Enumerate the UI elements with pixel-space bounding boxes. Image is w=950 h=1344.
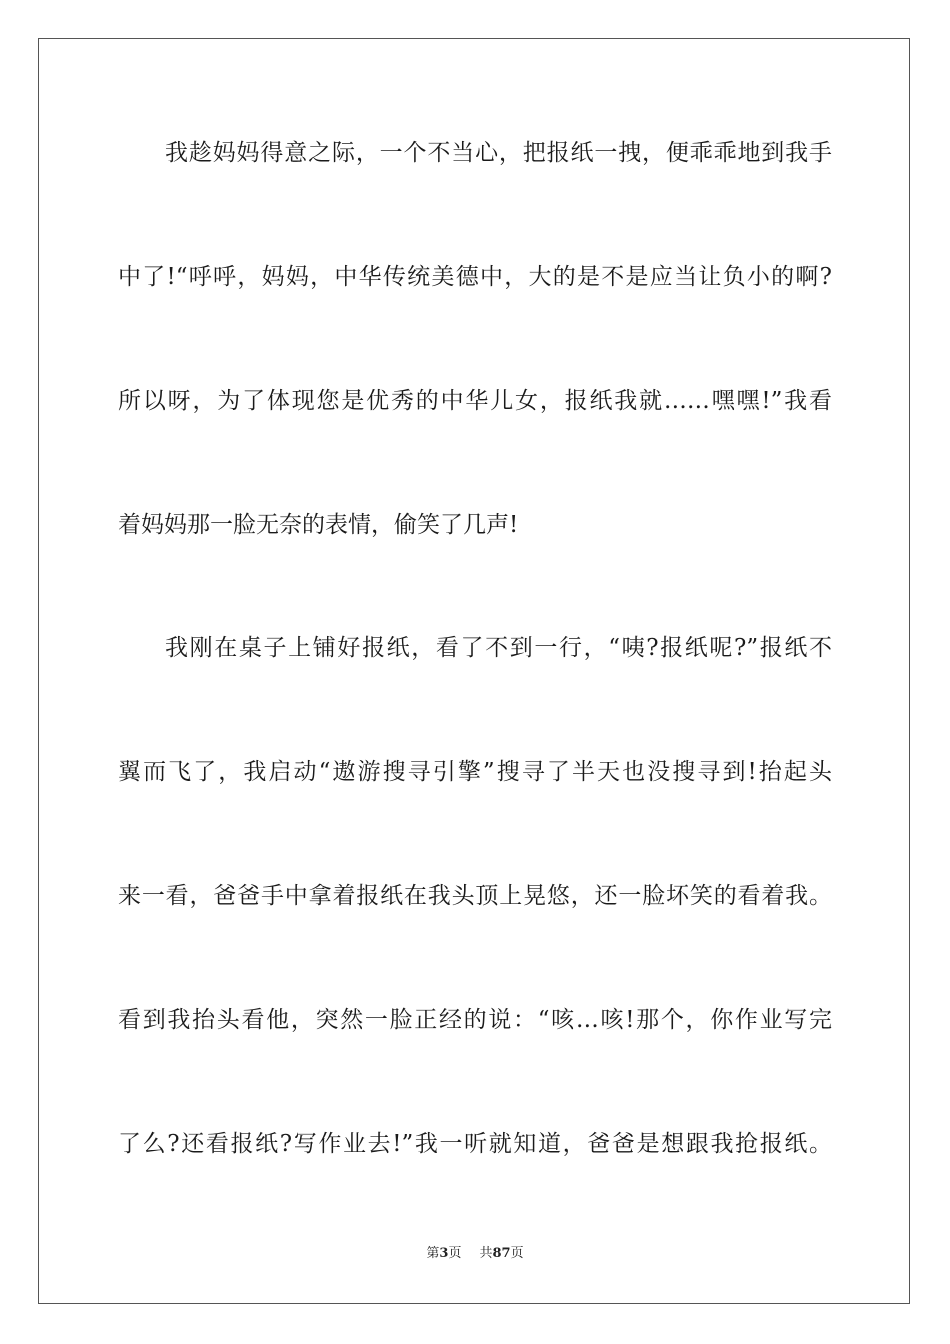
paragraph-2-line-4: 看到我抬头看他，突然一脸正经的说：“咳…咳!那个，你作业写完: [118, 1007, 832, 1033]
page-suffix: 页: [448, 1246, 462, 1261]
page-number: 3: [439, 1246, 449, 1261]
paragraph-1-line-1: 我趁妈妈得意之际，一个不当心，把报纸一拽，便乖乖地到我手: [165, 140, 832, 166]
total-pages: 87: [492, 1246, 511, 1261]
paragraph-1-line-2: 中了!“呼呼，妈妈，中华传统美德中，大的是不是应当让负小的啊?: [118, 264, 832, 290]
page-footer: [0, 1245, 950, 1263]
paragraph-1-line-4: 着妈妈那一脸无奈的表情，偷笑了几声!: [118, 512, 519, 538]
paragraph-1-line-3: 所以呀，为了体现您是优秀的中华儿女，报纸我就……嘿嘿!”我看: [118, 388, 832, 414]
paragraph-2-line-2: 翼而飞了，我启动“遨游搜寻引擎”搜寻了半天也没搜寻到!抬起头: [118, 759, 832, 785]
paragraph-2-line-1: 我刚在桌子上铺好报纸，看了不到一行，“咦?报纸呢?”报纸不: [165, 635, 832, 661]
total-prefix: 共: [479, 1246, 493, 1261]
total-suffix: 页: [510, 1246, 524, 1261]
page-prefix: 第: [426, 1246, 440, 1261]
paragraph-2-line-5: 了么?还看报纸?写作业去!”我一听就知道，爸爸是想跟我抢报纸。: [118, 1131, 832, 1157]
paragraph-2-line-3: 来一看，爸爸手中拿着报纸在我头顶上晃悠，还一脸坏笑的看着我。: [118, 883, 832, 909]
page-border: [38, 38, 910, 1304]
